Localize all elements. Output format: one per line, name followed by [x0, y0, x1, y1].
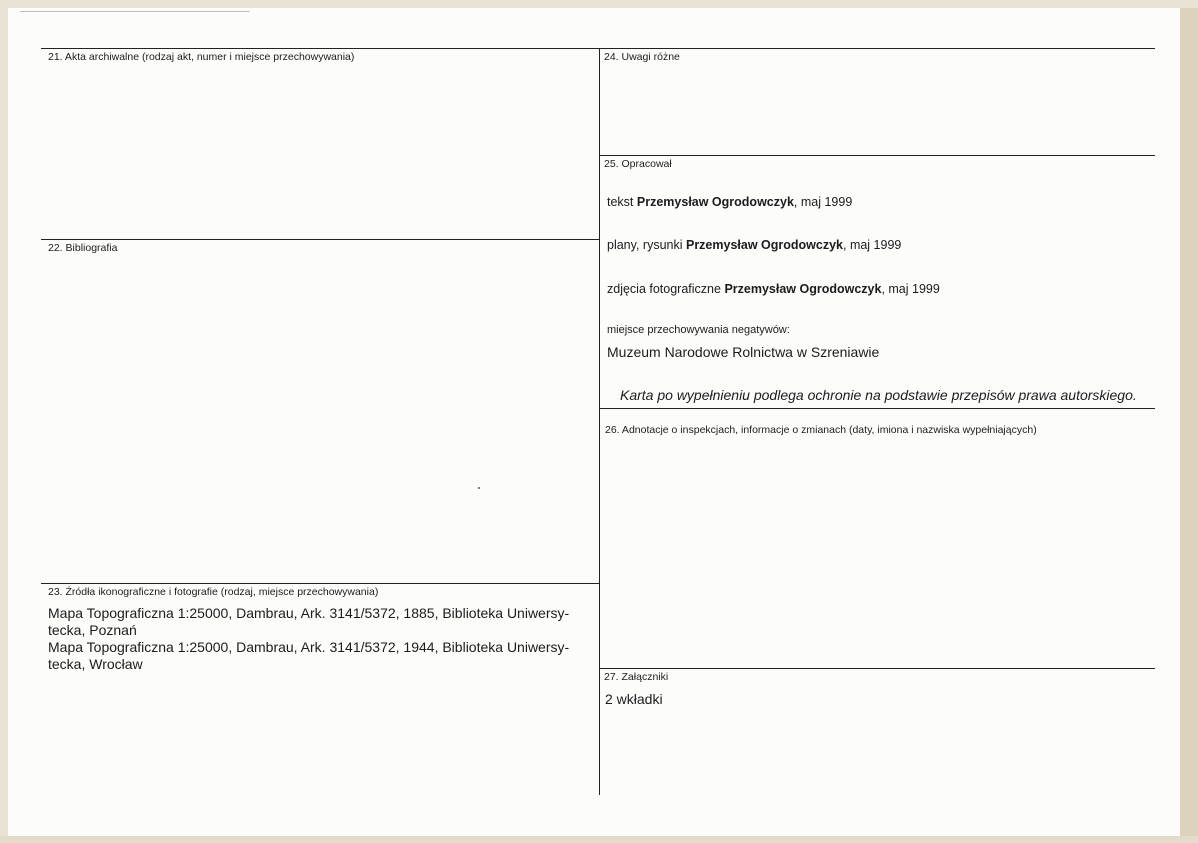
- section-23-label: 23. Źródła ikonograficzne i fotografie (rodzaj, miejsce przechowywania): [48, 586, 379, 598]
- author-plans-date: , maj 1999: [843, 238, 902, 252]
- author-text-line: [607, 195, 852, 209]
- copyright-note: Karta po wypełnieniu podlega ochronie na podstawie przepisów prawa autorskiego.: [620, 387, 1137, 403]
- rule-top-right: [599, 48, 1155, 49]
- rule-26-top: [599, 408, 1155, 409]
- negatives-place: Muzeum Narodowe Rolnictwa w Szreniawie: [607, 344, 880, 360]
- form-sheet: [8, 8, 1180, 836]
- section-23-line-4: tecka, Wrocław: [48, 656, 143, 672]
- top-scrap-line: [20, 11, 250, 12]
- paper-edge-right: [1180, 8, 1198, 843]
- section-23-line-3: Mapa Topograficzna 1:25000, Dambrau, Ark. 3141/5372, 1944, Biblioteka Uniwersy-: [48, 639, 570, 655]
- paper-speck: [478, 487, 480, 489]
- author-photos-line: [607, 282, 940, 296]
- section-23-line-1: Mapa Topograficzna 1:25000, Dambrau, Ark. 3141/5372, 1885, Biblioteka Uniwersy-: [48, 605, 570, 621]
- author-text-date: , maj 1999: [793, 195, 853, 209]
- author-photos-prefix: zdjęcia fotograficzne: [607, 282, 721, 296]
- author-photos-name: Przemysław Ogrodowczyk: [724, 282, 882, 296]
- author-text-prefix: tekst: [607, 195, 634, 209]
- author-plans-line: [607, 238, 901, 252]
- rule-27-top: [599, 668, 1155, 669]
- author-plans-name: Przemysław Ogrodowczyk: [685, 238, 843, 252]
- author-text-name: Przemysław Ogrodowczyk: [636, 195, 794, 209]
- author-photos-date: , maj 1999: [881, 282, 940, 296]
- paper-edge-bottom: [0, 836, 1198, 843]
- rule-top-left: [41, 48, 600, 49]
- section-26-label: 26. Adnotacje o inspekcjach, informacje o zmianach (daty, imiona i nazwiska wypełniających): [605, 424, 1037, 436]
- section-22-label: 22. Bibliografia: [48, 242, 118, 254]
- section-27-value: 2 wkładki: [605, 691, 663, 707]
- rule-center-vertical: [599, 48, 600, 795]
- section-25-label: 25. Opracował: [604, 158, 672, 170]
- negatives-label: miejsce przechowywania negatywów:: [607, 324, 790, 336]
- rule-23-top: [41, 583, 600, 584]
- section-21-label: 21. Akta archiwalne (rodzaj akt, numer i miejsce przechowywania): [48, 51, 355, 63]
- section-24-label: 24. Uwagi różne: [604, 51, 680, 63]
- rule-22-top: [41, 239, 600, 240]
- author-plans-prefix: plany, rysunki: [607, 238, 683, 252]
- rule-25-top: [599, 155, 1155, 156]
- section-27-label: 27. Załączniki: [604, 671, 669, 683]
- section-23-line-2: tecka, Poznań: [48, 622, 137, 638]
